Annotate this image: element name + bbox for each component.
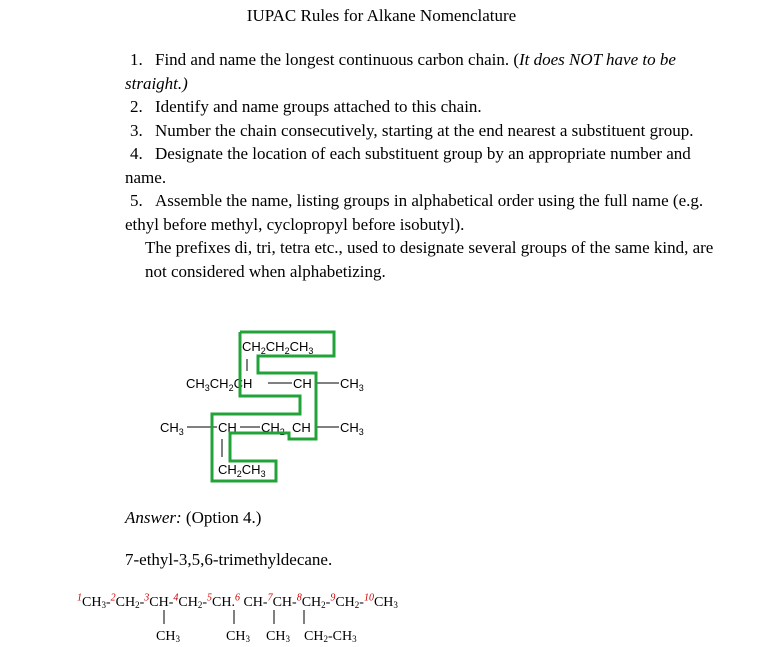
answer-label: Answer:	[125, 508, 182, 527]
rule-2: 2. Identify and name groups attached to this chain.	[130, 97, 482, 116]
rule-3: 3. Number the chain consecutively, starting at the end nearest a substituent group.	[130, 120, 694, 140]
chain-seg-6: $^6$ CH-	[234, 592, 268, 610]
rule-5: 5. Assemble the name, listing groups in alphabetical order using the full name (e.g. ethyl before methyl, cyclopropyl before isobutyl).	[125, 191, 704, 234]
branch-3: $CH_3$	[156, 629, 180, 644]
row2-right-label: $CH_3$	[340, 420, 364, 437]
iupac-name: 7-ethyl-3,5,6-trimethyldecane.	[125, 550, 333, 569]
chain-seg-1: $^1CH_3-$	[77, 592, 111, 610]
branch-5: $CH_3$	[226, 629, 250, 644]
bottom-branch-label: $CH_2CH_3$	[218, 462, 266, 479]
row1-right-label: $CH_3$	[340, 376, 364, 393]
branch-6: $CH_3$	[266, 629, 290, 644]
rule-4: 4. Designate the location of each substituent group by an appropriate number and name.	[125, 144, 691, 187]
row2-left-label: $CH_3$	[160, 420, 184, 437]
page-title: IUPAC Rules for Alkane Nomenclature	[246, 6, 517, 25]
chain-seg-3: $^3$CH-	[144, 592, 174, 610]
top-branch-label: $CH_2CH_2CH_3$	[242, 339, 314, 356]
row2-c2-label: $CH_2$	[261, 420, 285, 437]
chain-seg-4: $^4CH_2-$	[173, 592, 207, 610]
chain-seg-8: $^8CH_2-$	[296, 592, 331, 610]
answer-value: (Option 4.)	[185, 508, 262, 527]
row2-c1-label: CH	[218, 420, 237, 435]
row1-c2-label: CH	[293, 376, 312, 391]
row1-left-label: $CH_3CH_2CH$	[186, 376, 253, 393]
chain-seg-10: $^{10}CH_3$	[363, 592, 398, 610]
chain-seg-2: $^2CH_2-$	[110, 592, 145, 610]
top-branch-text: CH	[242, 339, 261, 354]
branch-7: $CH_2-CH_3$	[304, 629, 357, 644]
rule-1: 1. Find and name the longest continuous carbon chain. (It does NOT have to be straight.)	[125, 50, 676, 93]
prefix-note: The prefixes di, tri, tetra etc., used to designate several groups of the same kind, are not considered when alphabetizing.	[145, 238, 714, 281]
chain-seg-5: $^5$CH.	[207, 592, 235, 610]
chain-seg-7: $^7$CH-	[267, 592, 297, 610]
row2-c3-label: CH	[292, 420, 311, 435]
chain-seg-9: $^9CH_2-$	[330, 592, 364, 610]
